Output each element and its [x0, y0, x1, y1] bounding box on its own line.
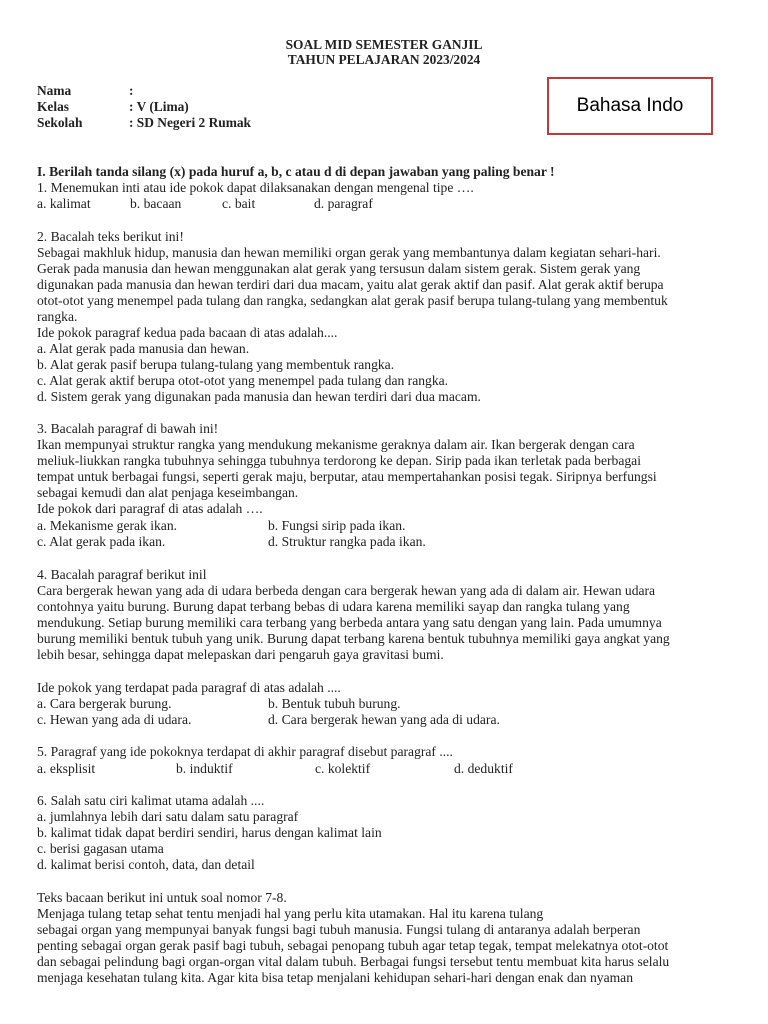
question-4-intro: 4. Bacalah paragraf berikut inil: [37, 567, 207, 582]
question-1: 1. Menemukan inti atau ide pokok dapat dilaksanakan dengan mengenal tipe ….: [37, 180, 474, 195]
passage-line: Sebagai makhluk hidup, manusia dan hewan memiliki organ gerak yang membantunya dalam kegiatan sehari-hari.: [37, 245, 661, 260]
q4-option-a: a. Cara bergerak burung.: [37, 696, 172, 711]
document-title: SOAL MID SEMESTER GANJIL: [285, 37, 483, 52]
question-4: Ide pokok yang terdapat pada paragraf di atas adalah ....: [37, 680, 341, 695]
passage-7-8-intro: Teks bacaan berikut ini untuk soal nomor 7-8.: [37, 890, 287, 905]
question-3-intro: 3. Bacalah paragraf di bawah ini!: [37, 421, 219, 436]
identity-class-row: [37, 99, 189, 115]
q2-option-a: a. Alat gerak pada manusia dan hewan.: [37, 341, 250, 356]
q2-option-b: b. Alat gerak pasif berupa tulang-tulang yang membentuk rangka.: [37, 357, 395, 372]
identity-value: : SD Negeri 2 Rumak: [129, 115, 251, 130]
identity-value: : V (Lima): [129, 99, 189, 114]
passage-line: sebagai kemudi dan alat penjaga keseimbangan.: [37, 485, 299, 500]
identity-label: Nama: [37, 83, 72, 98]
question-3: Ide pokok dari paragraf di atas adalah ….: [37, 501, 263, 516]
section-instruction: I. Berilah tanda silang (x) pada huruf a, b, c atau d di depan jawaban yang paling benar !: [37, 164, 555, 179]
question-2-intro: 2. Bacalah teks berikut ini!: [37, 229, 184, 244]
q2-option-c: c. Alat gerak aktif berupa otot-otot yang menempel pada tulang dan rangka.: [37, 373, 449, 388]
identity-label: Kelas: [37, 99, 69, 114]
question-5: 5. Paragraf yang ide pokoknya terdapat di akhir paragraf disebut paragraf ....: [37, 744, 453, 759]
question-6: 6. Salah satu ciri kalimat utama adalah ....: [37, 793, 265, 808]
identity-school-row: [37, 115, 251, 131]
q1-option-d: d. paragraf: [314, 196, 373, 211]
passage-line: rangka.: [37, 309, 78, 324]
q5-option-c: c. kolektif: [315, 761, 371, 776]
q1-option-a: a. kalimat: [37, 196, 91, 211]
q5-option-d: d. deduktif: [454, 761, 513, 776]
identity-value: :: [129, 83, 134, 98]
identity-label: Sekolah: [37, 115, 83, 130]
q3-option-b: b. Fungsi sirip pada ikan.: [268, 518, 406, 533]
passage-line: dan sebagai pelindung bagi organ-organ vital dalam tubuh. Berbagai fungsi tersebut tentu membuat kita harus selalu: [37, 954, 670, 969]
subject-box: Bahasa Indo: [547, 77, 713, 135]
academic-year: TAHUN PELAJARAN 2023/2024: [287, 52, 481, 67]
passage-line: burung memiliki bentuk tubuh yang unik. Burung dapat terbang karena bentuk tubuhnya memiliki gaya angkat yang: [37, 631, 670, 646]
passage-line: digunakan pada manusia dan hewan terdiri dari dua macam, yaitu alat gerak aktif dan pasif. Alat gerak aktif berupa: [37, 277, 664, 292]
q2-option-d: d. Sistem gerak yang digunakan pada manusia dan hewan terdiri dari dua macam.: [37, 389, 481, 404]
question-2: Ide pokok paragraf kedua pada bacaan di atas adalah....: [37, 325, 338, 340]
q1-option-b: b. bacaan: [130, 196, 182, 211]
passage-line: sebagai organ yang mempunyai banyak fungsi bagi tubuh manusia. Fungsi tulang di antaranya adalah berperan: [37, 922, 641, 937]
q1-option-c: c. bait: [222, 196, 256, 211]
q4-option-b: b. Bentuk tubuh burung.: [268, 696, 401, 711]
passage-line: Cara bergerak hewan yang ada di udara berbeda dengan cara bergerak hewan yang ada di dalam air. Hewan udara: [37, 583, 656, 598]
passage-line: tempat untuk berbagai fungsi, seperti gerak maju, berputar, atau mempertahankan posisi tegak. Siripnya berfungsi: [37, 469, 657, 484]
passage-line: menjaga kesehatan tulang kita. Agar kita bisa tetap menjalani kehidupan sehari-hari dengan enak dan nyaman: [37, 970, 634, 985]
identity-name-row: [37, 83, 133, 99]
q6-option-c: c. berisi gagasan utama: [37, 841, 164, 856]
q5-option-a: a. eksplisit: [37, 761, 96, 776]
passage-line: penting sebagai organ gerak pasif bagi tubuh, sebagai penopang tubuh agar tetap tegak, tempat melekatnya otot-otot: [37, 938, 669, 953]
q4-option-d: d. Cara bergerak hewan yang ada di udara.: [268, 712, 500, 727]
q6-option-d: d. kalimat berisi contoh, data, dan detail: [37, 857, 255, 872]
passage-line: contohnya yaitu burung. Burung dapat terbang bebas di udara karena memiliki sayap dan rangka tulang yang: [37, 599, 630, 614]
passage-line: otot-otot yang menempel pada tulang dan rangka, sedangkan alat gerak pasif berupa tulang-tulang yang membentuk: [37, 293, 668, 308]
q4-option-c: c. Hewan yang ada di udara.: [37, 712, 192, 727]
passage-line: Ikan mempunyai struktur rangka yang mendukung mekanisme geraknya dalam air. Ikan bergerak dengan cara: [37, 437, 635, 452]
passage-line: Gerak pada manusia dan hewan menggunakan alat gerak yang tersusun dalam sistem gerak. Sistem gerak yang: [37, 261, 641, 276]
q3-option-c: c. Alat gerak pada ikan.: [37, 534, 166, 549]
passage-line: meliuk-liukkan rangka tubuhnya sehingga tubuhnya terdorong ke depan. Sirip pada ikan terletak pada berbagai: [37, 453, 641, 468]
passage-line: Menjaga tulang tetap sehat tentu menjadi hal yang perlu kita utamakan. Hal itu karena tulang: [37, 906, 544, 921]
q5-option-b: b. induktif: [176, 761, 233, 776]
passage-line: mendukung. Setiap burung memiliki cara terbang yang berbeda antara yang satu dengan yang lain. Pada umumnya: [37, 615, 662, 630]
q3-option-a: a. Mekanisme gerak ikan.: [37, 518, 178, 533]
q6-option-a: a. jumlahnya lebih dari satu dalam satu paragraf: [37, 809, 299, 824]
q6-option-b: b. kalimat tidak dapat berdiri sendiri, harus dengan kalimat lain: [37, 825, 382, 840]
passage-line: lebih besar, sehingga dapat melepaskan dari pengaruh gaya gravitasi bumi.: [37, 647, 444, 662]
q3-option-d: d. Struktur rangka pada ikan.: [268, 534, 426, 549]
